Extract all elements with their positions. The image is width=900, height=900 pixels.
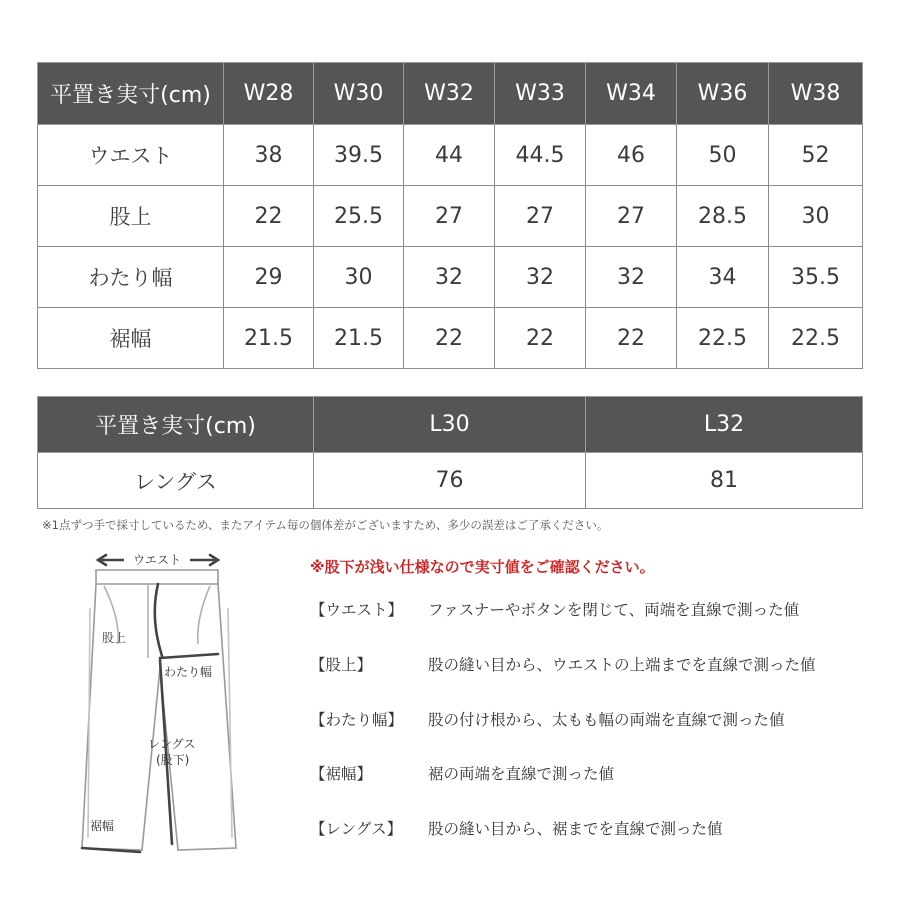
header-cell: W30	[314, 63, 404, 125]
table-cell: 44.5	[495, 125, 586, 186]
header-cell: W36	[677, 63, 769, 125]
table-cell: 30	[314, 247, 404, 308]
table-cell: 22.5	[769, 308, 863, 369]
header-cell: 平置き実寸(cm)	[38, 397, 314, 453]
table-cell: 29	[224, 247, 314, 308]
table-cell: 30	[769, 186, 863, 247]
definition-desc: ファスナーやボタンを閉じて、両端を直線で測った値	[428, 601, 800, 619]
table-cell: 21.5	[314, 308, 404, 369]
table-cell: 44	[404, 125, 495, 186]
size-table-length	[37, 396, 863, 509]
header-cell: L32	[586, 397, 863, 453]
measurement-note: ※1点ずつ手で採寸しているため、またアイテム毎の個体差がございますため、多少の誤差はご了承ください。	[42, 518, 609, 532]
definition-term: 【ウエスト】	[310, 601, 404, 619]
warning-text: ※股下が浅い仕様なので実寸値をご確認ください。	[310, 558, 655, 576]
header-cell: W38	[769, 63, 863, 125]
thigh-arrow	[160, 654, 218, 658]
definition-desc: 股の縫い目から、裾までを直線で測った値	[428, 820, 723, 838]
row-label: 裾幅	[38, 308, 224, 369]
table-cell: 38	[224, 125, 314, 186]
length-label: レングス	[148, 737, 196, 751]
definition-item	[310, 708, 785, 730]
table-row	[38, 247, 863, 308]
table-cell: 21.5	[224, 308, 314, 369]
thigh-label: わたり幅	[164, 665, 213, 679]
table-cell: 81	[586, 453, 863, 509]
row-label: わたり幅	[38, 247, 224, 308]
table-cell: 25.5	[314, 186, 404, 247]
table-cell: 22	[224, 186, 314, 247]
table-cell: 22	[586, 308, 677, 369]
table-cell: 35.5	[769, 247, 863, 308]
definition-term: 【レングス】	[310, 820, 403, 838]
table-header-row	[38, 397, 863, 453]
row-label: 股上	[38, 186, 224, 247]
rise-label: 股上	[102, 631, 127, 645]
rise-arrow	[155, 584, 162, 656]
table-cell: 32	[495, 247, 586, 308]
definition-term: 【裾幅】	[310, 765, 373, 783]
table-cell: 46	[586, 125, 677, 186]
table-row	[38, 453, 863, 509]
header-cell: L30	[314, 397, 586, 453]
header-cell: W34	[586, 63, 677, 125]
table-cell: 28.5	[677, 186, 769, 247]
table-row	[38, 308, 863, 369]
table-cell: 22.5	[677, 308, 769, 369]
definition-term: 【わたり幅】	[310, 711, 404, 729]
table-cell: 76	[314, 453, 586, 509]
size-table-waist	[37, 62, 863, 369]
definition-desc: 股の付け根から、太もも幅の両端を直線で測った値	[428, 711, 785, 729]
table-cell: 32	[586, 247, 677, 308]
header-cell: 平置き実寸(cm)	[38, 63, 224, 125]
header-cell: W33	[495, 63, 586, 125]
table-cell: 39.5	[314, 125, 404, 186]
pants-measurement-diagram	[60, 548, 260, 878]
header-cell: W28	[224, 63, 314, 125]
length-arrow	[160, 660, 172, 844]
table-cell: 27	[495, 186, 586, 247]
length-sub-label: (股下)	[156, 753, 190, 767]
table-cell: 27	[404, 186, 495, 247]
hem-label: 裾幅	[90, 819, 115, 833]
table-cell: 52	[769, 125, 863, 186]
table-cell: 27	[586, 186, 677, 247]
definition-item	[310, 817, 723, 839]
table-row	[38, 125, 863, 186]
definition-item	[310, 653, 816, 675]
table-cell: 34	[677, 247, 769, 308]
row-label: ウエスト	[38, 125, 224, 186]
definition-term: 【股上】	[310, 656, 373, 674]
row-label: レングス	[38, 453, 314, 509]
definition-desc: 股の縫い目から、ウエストの上端までを直線で測った値	[428, 656, 816, 674]
table-header-row	[38, 63, 863, 125]
definition-item	[310, 598, 799, 620]
table-cell: 32	[404, 247, 495, 308]
definition-item	[310, 762, 614, 784]
definition-desc: 裾の両端を直線で測った値	[428, 765, 615, 783]
header-cell: W32	[404, 63, 495, 125]
table-row	[38, 186, 863, 247]
waist-label: ウエスト	[132, 553, 182, 567]
table-cell: 22	[404, 308, 495, 369]
table-cell: 22	[495, 308, 586, 369]
table-cell: 50	[677, 125, 769, 186]
